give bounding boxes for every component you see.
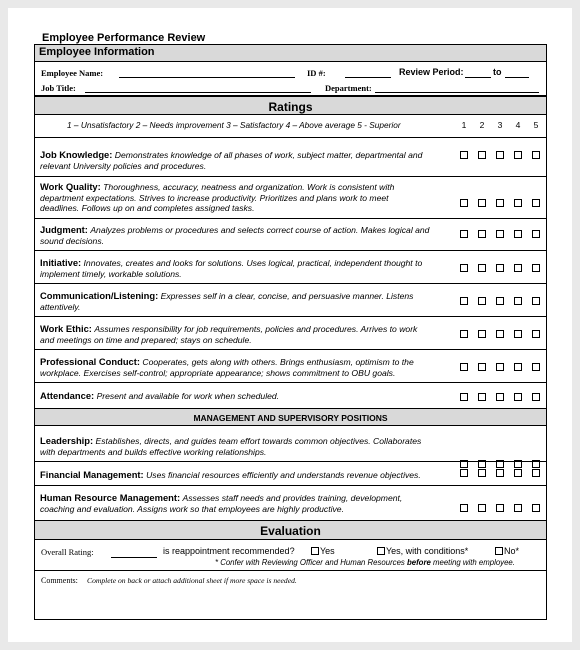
option-no[interactable]	[495, 546, 519, 556]
option-yes[interactable]	[311, 546, 335, 556]
rating-checkbox-initiative-5[interactable]	[532, 264, 540, 272]
criterion-hr-management: Human Resource Management: Assesses staff needs and provides training, development, coaching and evaluation. Assigns work so that employees are highly productive.	[40, 492, 403, 514]
rating-scale-legend: 1 – Unsatisfactory 2 – Needs improvement 3 – Satisfactory 4 – Above average 5 - Superior	[67, 120, 401, 130]
rating-checkbox-financial-management-2[interactable]	[478, 469, 486, 477]
rating-checkbox-hr-management-3[interactable]	[496, 504, 504, 512]
no-checkbox[interactable]	[495, 547, 503, 555]
job-title-field[interactable]	[85, 92, 311, 93]
rating-checkbox-communication-2[interactable]	[478, 297, 486, 305]
divider	[35, 382, 546, 383]
comments-hint: Complete on back or attach additional sheet if more space is needed.	[87, 576, 297, 585]
rating-checkbox-attendance-2[interactable]	[478, 393, 486, 401]
id-field[interactable]	[345, 77, 391, 78]
review-period-label: Review Period:	[399, 67, 464, 77]
yes-checkbox[interactable]	[311, 547, 319, 555]
rating-checkbox-hr-management-1[interactable]	[460, 504, 468, 512]
rating-checkbox-communication-3[interactable]	[496, 297, 504, 305]
rating-checkbox-professional-conduct-3[interactable]	[496, 363, 504, 371]
divider	[35, 137, 546, 138]
comments-label: Comments:	[41, 576, 78, 585]
yes-label: Yes	[320, 546, 335, 556]
rating-checkbox-professional-conduct-1[interactable]	[460, 363, 468, 371]
yes-conditions-label: Yes, with conditions*	[386, 546, 469, 556]
rating-checkbox-work-ethic-3[interactable]	[496, 330, 504, 338]
employee-name-label: Employee Name:	[41, 68, 104, 78]
confer-note: * Confer with Reviewing Officer and Human Resources before meeting with employee.	[215, 558, 515, 567]
rating-column-5: 5	[533, 120, 539, 130]
rating-checkbox-judgment-2[interactable]	[478, 230, 486, 238]
rating-checkbox-job-knowledge-1[interactable]	[460, 151, 468, 159]
divider	[35, 250, 546, 251]
yes-conditions-checkbox[interactable]	[377, 547, 385, 555]
ratings-header: Ratings	[35, 96, 546, 115]
rating-checkbox-work-ethic-5[interactable]	[532, 330, 540, 338]
employee-info-header: Employee Information	[35, 45, 546, 62]
rating-checkbox-financial-management-5[interactable]	[532, 469, 540, 477]
rating-checkbox-initiative-4[interactable]	[514, 264, 522, 272]
comments-area[interactable]	[39, 589, 541, 615]
rating-column-2: 2	[479, 120, 485, 130]
rating-checkbox-work-quality-5[interactable]	[532, 199, 540, 207]
criterion-initiative: Initiative: Innovates, creates and looks for solutions. Uses logical, practical, independent thought to implement timely, workable solutions.	[40, 257, 423, 279]
rating-checkbox-initiative-2[interactable]	[478, 264, 486, 272]
criterion-attendance: Attendance: Present and available for work when scheduled.	[40, 390, 280, 401]
criterion-leadership: Leadership: Establishes, directs, and guides team effort towards common objectives. Collaborates with departments and builds effective working relationships.	[40, 435, 422, 457]
rating-checkbox-job-knowledge-2[interactable]	[478, 151, 486, 159]
department-field[interactable]	[375, 92, 539, 93]
rating-checkbox-attendance-4[interactable]	[514, 393, 522, 401]
rating-column-4: 4	[515, 120, 521, 130]
rating-checkbox-leadership-1[interactable]	[460, 460, 468, 468]
rating-checkbox-financial-management-4[interactable]	[514, 469, 522, 477]
rating-checkbox-initiative-1[interactable]	[460, 264, 468, 272]
rating-checkbox-financial-management-1[interactable]	[460, 469, 468, 477]
rating-checkbox-professional-conduct-2[interactable]	[478, 363, 486, 371]
review-to-label: to	[493, 67, 502, 77]
rating-checkbox-attendance-1[interactable]	[460, 393, 468, 401]
rating-checkbox-leadership-5[interactable]	[532, 460, 540, 468]
no-label: No*	[504, 546, 520, 556]
rating-checkbox-initiative-3[interactable]	[496, 264, 504, 272]
rating-checkbox-attendance-5[interactable]	[532, 393, 540, 401]
rating-column-1: 1	[461, 120, 467, 130]
reappointment-question: is reappointment recommended?	[163, 546, 295, 556]
divider	[35, 461, 546, 462]
divider	[35, 218, 546, 219]
overall-rating-label: Overall Rating:	[41, 547, 94, 557]
divider	[35, 283, 546, 284]
rating-column-3: 3	[497, 120, 503, 130]
rating-checkbox-hr-management-5[interactable]	[532, 504, 540, 512]
document-title: Employee Performance Review	[42, 32, 206, 44]
rating-checkbox-professional-conduct-4[interactable]	[514, 363, 522, 371]
rating-checkbox-hr-management-2[interactable]	[478, 504, 486, 512]
rating-checkbox-communication-4[interactable]	[514, 297, 522, 305]
review-start-field[interactable]	[465, 77, 491, 78]
rating-checkbox-professional-conduct-5[interactable]	[532, 363, 540, 371]
rating-checkbox-attendance-3[interactable]	[496, 393, 504, 401]
divider	[35, 570, 546, 571]
option-yes-with-conditions[interactable]	[377, 546, 468, 556]
review-form	[34, 44, 547, 620]
rating-checkbox-judgment-1[interactable]	[460, 230, 468, 238]
criterion-work-quality: Work Quality: Thoroughness, accuracy, neatness and organization. Work is consistent with department expectations. Strives to increase productivity. Prioritizes and plans work to meet deadlines. Follows up on and completes assigned tasks.	[40, 181, 395, 213]
rating-checkbox-work-quality-4[interactable]	[514, 199, 522, 207]
divider	[35, 349, 546, 350]
job-title-label: Job Title:	[41, 83, 76, 93]
department-label: Department:	[325, 83, 372, 93]
rating-checkbox-work-ethic-1[interactable]	[460, 330, 468, 338]
criterion-judgment: Judgment: Analyzes problems or procedures and selects correct course of action. Makes logical and sound decisions.	[40, 224, 430, 246]
rating-checkbox-work-quality-1[interactable]	[460, 199, 468, 207]
rating-checkbox-judgment-5[interactable]	[532, 230, 540, 238]
divider	[35, 316, 546, 317]
id-label: ID #:	[307, 68, 326, 78]
rating-checkbox-communication-5[interactable]	[532, 297, 540, 305]
rating-checkbox-work-quality-3[interactable]	[496, 199, 504, 207]
rating-checkbox-communication-1[interactable]	[460, 297, 468, 305]
rating-checkbox-financial-management-3[interactable]	[496, 469, 504, 477]
rating-checkbox-leadership-2[interactable]	[478, 460, 486, 468]
rating-checkbox-work-ethic-2[interactable]	[478, 330, 486, 338]
divider	[35, 485, 546, 486]
criterion-communication: Communication/Listening: Expresses self in a clear, concise, and persuasive manner. Listens attentively.	[40, 290, 414, 312]
overall-rating-field[interactable]	[111, 557, 157, 558]
criterion-work-ethic: Work Ethic: Assumes responsibility for job requirements, policies and procedures. Arrives to work and meetings on time and prepared; stays on schedule.	[40, 323, 418, 345]
rating-checkbox-work-quality-2[interactable]	[478, 199, 486, 207]
evaluation-header: Evaluation	[35, 520, 546, 540]
rating-checkbox-judgment-4[interactable]	[514, 230, 522, 238]
criterion-financial-management: Financial Management: Uses financial resources efficiently and understands revenue objectives.	[40, 469, 421, 480]
management-header: MANAGEMENT AND SUPERVISORY POSITIONS	[35, 408, 546, 426]
criterion-job-knowledge: Job Knowledge: Demonstrates knowledge of all phases of work, subject matter, departmental and relevant University policies and procedures.	[40, 149, 423, 171]
rating-checkbox-job-knowledge-4[interactable]	[514, 151, 522, 159]
review-end-field[interactable]	[505, 77, 529, 78]
divider	[35, 176, 546, 177]
rating-checkbox-job-knowledge-3[interactable]	[496, 151, 504, 159]
rating-checkbox-job-knowledge-5[interactable]	[532, 151, 540, 159]
rating-checkbox-leadership-3[interactable]	[496, 460, 504, 468]
rating-checkbox-judgment-3[interactable]	[496, 230, 504, 238]
rating-checkbox-work-ethic-4[interactable]	[514, 330, 522, 338]
criterion-professional-conduct: Professional Conduct: Cooperates, gets along with others. Brings enthusiasm, optimism to the workplace. Exercises self-control; appropriate appearance; shows commitment to OBU goals.	[40, 356, 414, 378]
rating-checkbox-leadership-4[interactable]	[514, 460, 522, 468]
rating-checkbox-hr-management-4[interactable]	[514, 504, 522, 512]
employee-name-field[interactable]	[119, 77, 295, 78]
